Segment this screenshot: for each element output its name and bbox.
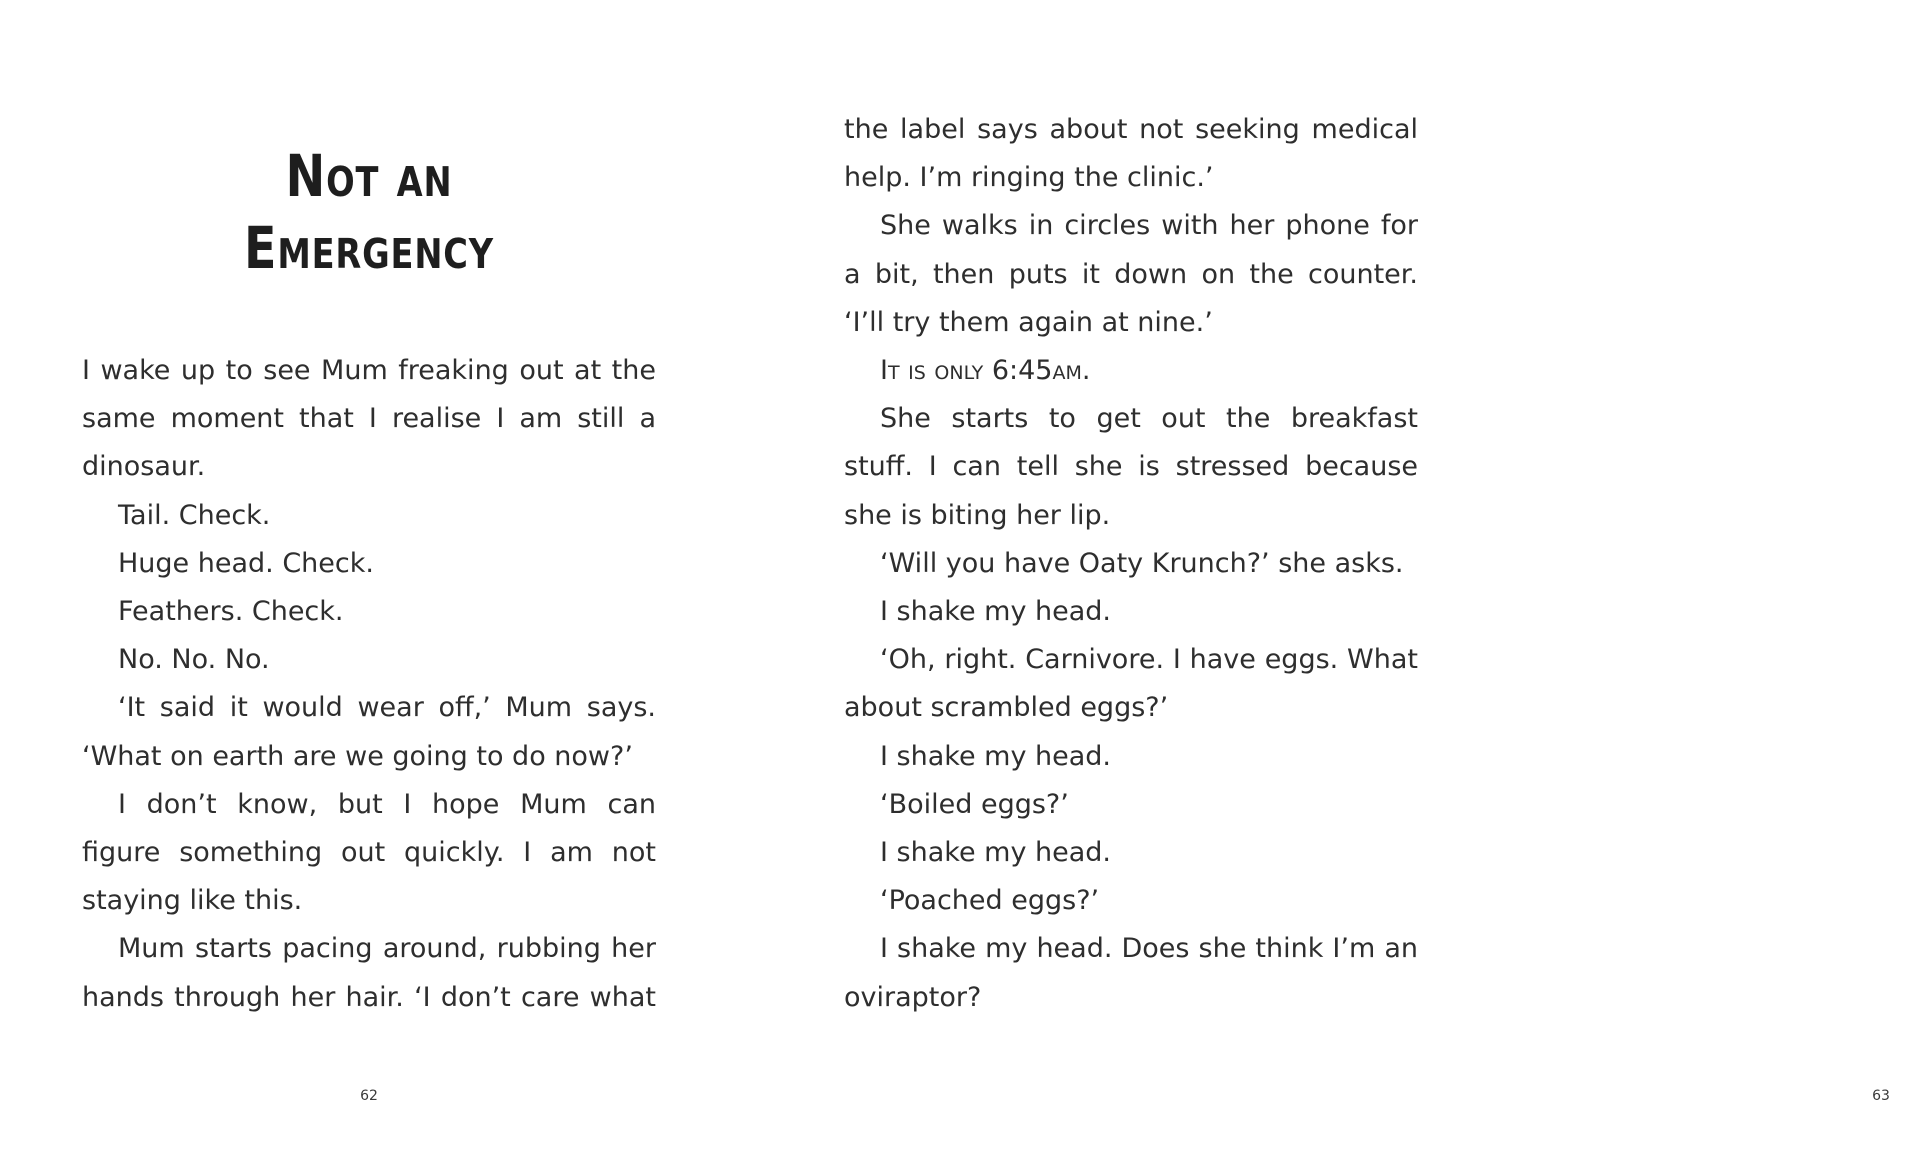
paragraph: She walks in circles with her phone for a bit, then puts it down on the counter. ‘I’ll try them again at nine.’ xyxy=(844,210,1418,338)
paragraph: I don’t know, but I hope Mum can figure something out quickly. I am not staying like this. xyxy=(82,788,656,917)
paragraph: ‘Boiled eggs?’ xyxy=(880,788,1069,820)
paragraph: ‘Poached eggs?’ xyxy=(880,885,1100,917)
paragraph: ‘Oh, right. Carnivore. I have eggs. What about scrambled eggs?’ xyxy=(844,644,1418,724)
left-body-text xyxy=(82,347,656,1022)
chapter-title xyxy=(134,140,605,284)
left-page xyxy=(0,0,750,1152)
paragraph: She starts to get out the breakfast stuff. I can tell she is stressed because she is biting her lip. xyxy=(844,403,1418,531)
time-text: It is only 6:45am. xyxy=(880,355,1091,387)
paragraph xyxy=(844,347,1418,395)
page-number: 63 xyxy=(1872,1088,1890,1104)
paragraph: Huge head. Check. xyxy=(118,547,374,579)
paragraph: I shake my head. xyxy=(880,837,1111,869)
page-number: 62 xyxy=(360,1088,378,1104)
right-body-text xyxy=(844,106,1418,1022)
paragraph: I shake my head. Does she think I’m an oviraptor? xyxy=(844,933,1418,1013)
paragraph: I shake my head. xyxy=(880,740,1111,772)
chapter-title-line-1: Not an xyxy=(285,142,453,210)
paragraph: ‘Will you have Oaty Krunch?’ she asks. xyxy=(880,547,1404,579)
paragraph: ‘It said it would wear off,’ Mum says. ‘What on earth are we going to do now?’ xyxy=(82,692,656,772)
paragraph: Feathers. Check. xyxy=(118,596,344,628)
paragraph: the label says about not seeking medical help. I’m ringing the clinic.’ xyxy=(844,114,1418,194)
paragraph: I shake my head. xyxy=(880,596,1111,628)
paragraph: Mum starts pacing around, rubbing her hands through her hair. ‘I don’t care what xyxy=(82,933,656,1013)
paragraph: I wake up to see Mum freaking out at the same moment that I realise I am still a dinosaur. xyxy=(82,355,656,483)
chapter-title-line-2: Emergency xyxy=(244,214,494,282)
paragraph: Tail. Check. xyxy=(118,499,271,531)
paragraph: No. No. No. xyxy=(118,644,270,676)
